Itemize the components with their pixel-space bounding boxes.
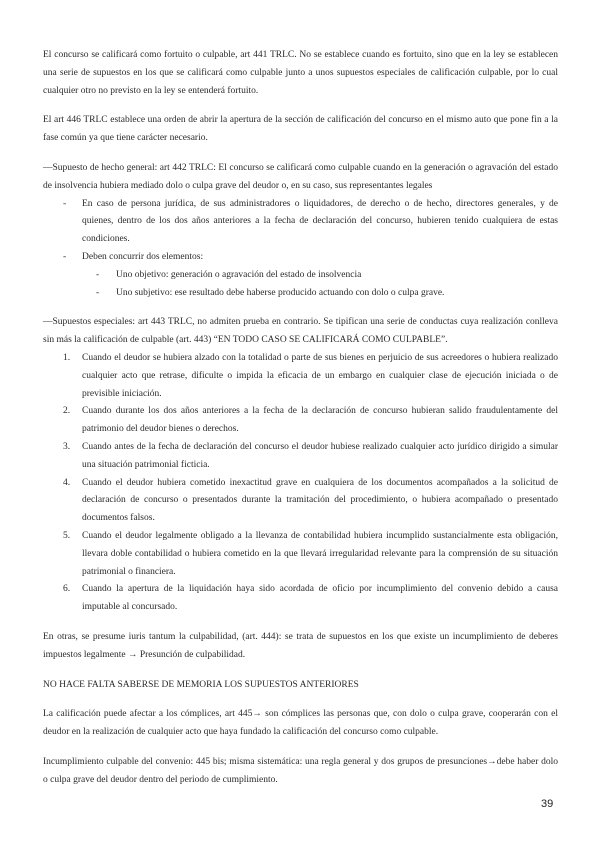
item-number: 6. — [63, 584, 71, 595]
list-item-text: Deben concurrir dos elementos: — [82, 251, 204, 262]
numbered-item — [43, 350, 558, 403]
numbered-item — [43, 528, 558, 581]
list-item: - En caso de persona jurídica, de sus administradores o liquidadores, de derecho o de hecho, directores generales, y de quienes, dentro de los dos años anteriores a la fecha de declaración del concurso, hubieren tenido cualquiera de estas condiciones. — [43, 196, 558, 249]
item-number: 1. — [63, 352, 71, 363]
page-body — [43, 47, 558, 789]
sublist-item: - Uno subjetivo: ese resultado debe haberse producido actuando con dolo o culpa grave. — [43, 285, 558, 303]
numbered-item — [43, 439, 558, 475]
item-text: Cuando el deudor legalmente obligado a la llevanza de contabilidad hubiera incumplido sustancialmente esta obligación, llevara doble contabilidad o hubiera cometido en la que llevará irregularidad relevante para la comprensión de su situación patrimonial o financiera. — [82, 530, 558, 577]
item-number: 4. — [63, 477, 71, 488]
numbered-item — [43, 475, 558, 528]
paragraph-note-memoria: NO HACE FALTA SABERSE DE MEMORIA LOS SUPUESTOS ANTERIORES — [43, 679, 359, 690]
item-text: Cuando antes de la fecha de declaración del concurso el deudor hubiese realizado cualquier acto jurídico dirigido a simular una situación patrimonial ficticia. — [82, 441, 558, 470]
paragraph-calificacion: El concurso se calificará como fortuito o culpable, art 441 TRLC. No se establece cuando es fortuito, sino que en la ley se establecen una serie de supuestos en los que se calificará como culpable junto a unos supuestos especiales de calificación culpable, por lo cual cualquier otro no previsto en la ley se entenderá fortuito. — [43, 50, 558, 96]
elementos-sublist — [43, 267, 558, 303]
numbered-item — [43, 581, 558, 617]
item-number: 5. — [63, 530, 71, 541]
paragraph-art-446: El art 446 TRLC establece una orden de abrir la apertura de la sección de calificación del concurso en el mismo auto que pone fin a la fase común ya que tiene carácter necesario. — [43, 115, 558, 144]
item-number: 2. — [63, 406, 71, 417]
page-number: 39 — [541, 798, 554, 810]
numbered-item — [43, 403, 558, 439]
paragraph-supuesto-general: —Supuesto de hecho general: art 442 TRLC: El concurso se calificará como culpable cuando en la generación o agravación del estado de insolvencia hubiera mediado dolo o culpa grave del deudor o, en su caso, sus representantes legales — [43, 162, 558, 191]
paragraph-complices: La calificación puede afectar a los cómplices, art 445→ son cómplices las personas que, con dolo o culpa grave, cooperarán con el deudor en la realización de cualquier acto que haya fundado la calificación del concurso como culpable. — [43, 709, 558, 738]
list-item — [43, 249, 558, 302]
item-text: Cuando el deudor se hubiera alzado con la totalidad o parte de sus bienes en perjuicio de sus acreedores o hubiera realizado cualquier acto que retrase, dificulte o impida la eficacia de un embargo en cualquier clase de ejecución iniciada o de previsible iniciación. — [82, 352, 558, 399]
item-number: 3. — [63, 441, 71, 452]
paragraph-presuncion: En otras, se presume iuris tantum la culpabilidad, (art. 444): se trata de supuestos en los que existe un incumplimiento de deberes impuestos legalmente → Presunción de culpabilidad. — [43, 631, 558, 660]
item-text: Cuando durante los dos años anteriores a la fecha de la declaración de concurso hubieran salido fraudulentamente del patrimonio del deudor bienes o derechos. — [82, 406, 558, 435]
item-text: Cuando la apertura de la liquidación haya sido acordada de oficio por incumplimiento del convenio debido a causa imputable al concursado. — [82, 584, 558, 613]
paragraph-incumplimiento-convenio: Incumplimiento culpable del convenio: 445 bis; misma sistemática: una regla general y dos grupos de presunciones→debe haber dolo o culpa grave del deudor dentro del periodo de cumplimiento. — [43, 756, 558, 785]
paragraph-supuestos-especiales: —Supuestos especiales: art 443 TRLC, no admiten prueba en contrario. Se tipifican una serie de conductas cuya realización conlleva sin más la calificación de culpable (art. 443) “EN TODO CASO SE CALIFICARÁ COMO CULPABLE”. — [43, 317, 558, 346]
supuesto-general-list — [43, 196, 558, 303]
sublist-item: - Uno objetivo: generación o agravación del estado de insolvencia — [43, 267, 558, 285]
item-text: Cuando el deudor hubiera cometido inexactitud grave en cualquiera de los documentos acompañados a la solicitud de declaración de concurso o presentados durante la tramitación del procedimiento, o hubiera acompañado o presentado documentos falsos. — [82, 477, 558, 524]
supuestos-especiales-list — [43, 350, 558, 617]
